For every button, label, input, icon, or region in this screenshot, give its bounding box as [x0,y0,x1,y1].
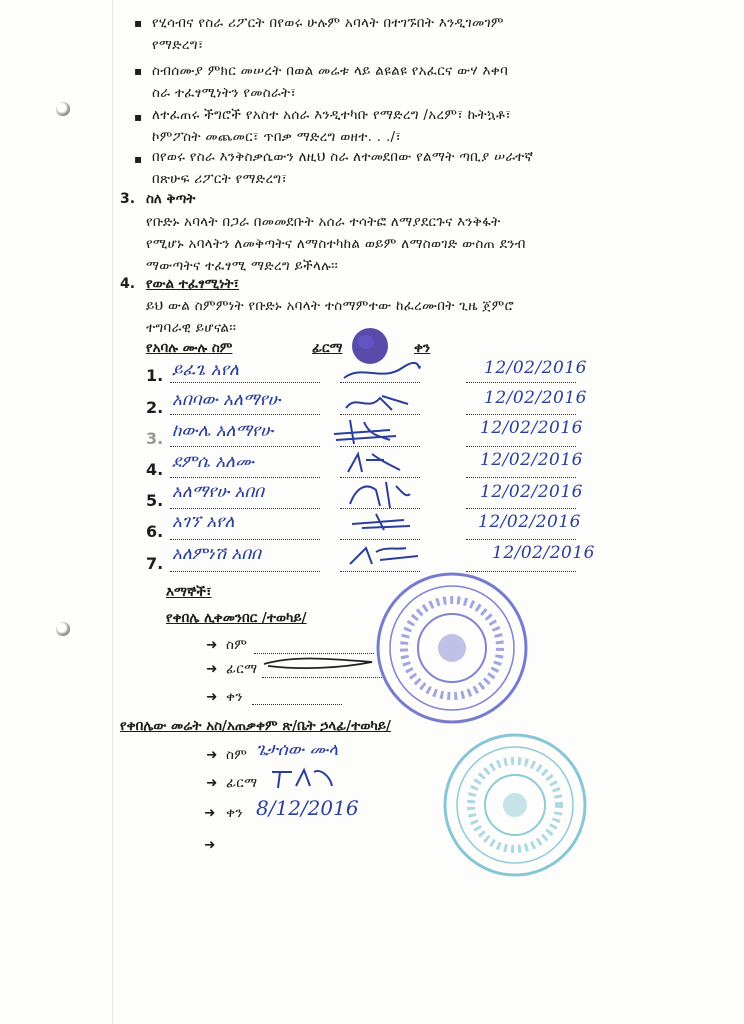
member-name: አለማየሁ አበበ [172,482,264,502]
bullet-text: ስራ ተፈፃሚነትን የመስራት፣ [152,85,297,101]
office-signature-label: ፊርማ [226,775,258,791]
witnesses-title: እማኞች፣ [166,584,212,600]
member-name: ደምሴ አለሙ [172,452,254,472]
row-number: 7. [146,554,164,573]
office-date-label: ቀን [226,805,243,821]
bullet-text: የማድረግ፣ [152,37,204,53]
signature-mark [330,416,410,446]
receiver-date-label: ቀን [226,689,243,705]
bullet-icon: ▪ [134,110,143,124]
name-line [170,476,320,478]
section-line: ተግባራዊ ይሆናል፡፡ [146,320,237,336]
signing-date: 12/02/2016 [478,512,581,532]
signing-date: 12/02/2016 [492,543,595,563]
office-name-label: ስም [226,747,248,763]
signing-date: 12/02/2016 [480,482,583,502]
arrow-icon: ➜ [204,837,216,853]
date-line [466,445,576,447]
member-name: ከውሌ አለማየሁ [172,421,273,441]
name-line [170,413,320,415]
row-number: 6. [146,522,164,541]
bullet-icon: ▪ [134,16,143,30]
section-number: 3. [120,191,136,207]
date-line [466,413,576,415]
office-title: የቀበሌው መሬት አስ/አጠቃቀም ጽ/ቤት ኃላፊ/ተወካይ/ [120,718,391,734]
member-name: ይፈጌ አየለ [172,360,239,380]
receiver-signature-line [262,676,382,678]
signature-line [340,445,420,447]
signature-mark [346,478,416,510]
signing-date: 12/02/2016 [484,388,587,408]
receiver-signature-label: ፊርማ [226,661,258,677]
bullet-text: ኮምፖስት መጨመር፣ ጥበቃ ማድረግ ወዘተ. . ./፣ [152,129,402,145]
bullet-icon: ▪ [134,64,143,78]
receiver-title: የቀበሌ ሊቀመንበር /ተወካይ/ [166,610,307,626]
office-signature-mark [270,766,340,792]
signature-line [340,381,420,383]
date-line [466,538,576,540]
date-line [466,507,576,509]
signature-line [340,507,420,509]
date-line [466,381,576,383]
column-header-name: የአባሉ ሙሉ ስም [146,340,233,356]
punch-hole-top [56,102,70,116]
signature-line [340,413,420,415]
row-number: 2. [146,398,164,417]
row-number: 1. [146,366,164,385]
arrow-icon: ➜ [206,637,218,653]
round-stamp-blue [372,568,532,728]
row-number: 3. [146,429,164,448]
section-line: ማውጣትና ተፈፃሚ ማድረግ ይችላሉ፡፡ [146,258,339,274]
date-line [466,476,576,478]
receiver-date-line [252,703,342,705]
row-number: 5. [146,491,164,510]
signature-mark [346,542,426,570]
name-line [170,507,320,509]
signing-date: 12/02/2016 [480,450,583,470]
bullet-text: ስብሰሙያ ምክር መሠረት በወል መሬቱ ላይ ልዩልዩ የአፈርና ውሃ እቀባ [152,63,509,79]
bullet-text: የሂሳብና የስራ ሪፖርት በየወሩ ሁሉም አባላት በተገኙበት እንዲገመገም [152,15,504,31]
office-name-value: ጌታሰው ሙላ [256,740,339,760]
signing-date: 12/02/2016 [480,418,583,438]
arrow-icon: ➜ [206,661,218,677]
signature-mark [344,450,414,478]
section-title: የውል ተፈፃሚነት፣ [146,276,240,292]
page-edge [112,0,113,1024]
column-header-date: ቀን [414,340,431,356]
signature-mark [348,510,418,534]
arrow-icon: ➜ [204,805,216,821]
section-title: ስለ ቅጣት [146,191,196,207]
name-line [170,570,320,572]
office-date-value: 8/12/2016 [256,796,359,820]
member-name: አበባው አለማየሁ [172,390,281,410]
bullet-text: ለተፈጠሩ ችግሮች የአስተ አሰራ እንዲተካቡ የማድረግ /አረም፣ ኩትኳቶ፣ [152,107,512,123]
section-number: 4. [120,276,136,292]
section-line: ይህ ውል ስምምነት የቡድኑ አባላት ተስማምተው ከፈረሙበት ጊዜ ጀምሮ [146,298,514,314]
name-line [170,381,320,383]
arrow-icon: ➜ [206,689,218,705]
name-line [170,445,320,447]
section-line: የሚሆኑ አባላትን ለመቅጣትና ለማስተካከል ወይም ለማስወገድ ውስጠ ደንብ [146,236,526,252]
arrow-icon: ➜ [206,747,218,763]
round-stamp-teal [440,730,590,880]
section-line: የቡድኑ አባላት በጋራ በመመደቡት አሰራ ተሳትፎ ለማያደርጉና እንቅፋት [146,214,501,230]
bullet-text: በጽሁፍ ሪፖርት የማድረግ፣ [152,171,288,187]
member-name: አገኘ አየለ [172,512,235,532]
column-header-signature: ፊርማ [312,340,343,356]
member-name: አለምነሽ አበበ [172,544,261,564]
receiver-name-label: ስም [226,637,248,653]
bullet-icon: ▪ [134,152,143,166]
signature-line [340,538,420,540]
arrow-icon: ➜ [206,775,218,791]
signature-mark [342,388,422,416]
name-line [170,538,320,540]
bullet-text: በየወሩ የስራ እንቅስቃሴውን ለዚህ ስራ ለተመደበው የልማት ጣቢያ ሠራተኛ [152,149,534,165]
row-number: 4. [146,460,164,479]
receiver-signature-mark [262,654,382,674]
punch-hole-bottom [56,622,70,636]
signing-date: 12/02/2016 [484,358,587,378]
